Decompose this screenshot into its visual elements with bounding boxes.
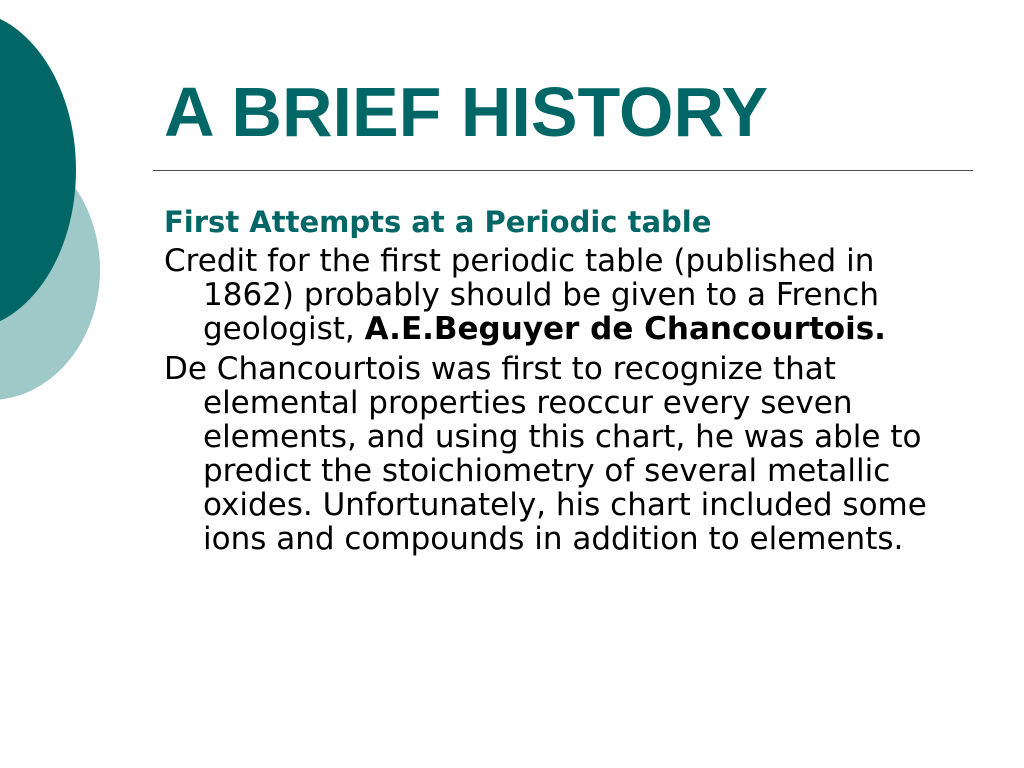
paragraph-credit-text: Credit for the first periodic table (published in 1862) probably should be given to a French geologist,: [164, 243, 879, 347]
slide-title: A BRIEF HISTORY: [164, 73, 769, 151]
chancourtois-name: A.E.Beguyer de Chancourtois.: [364, 311, 886, 347]
paragraph-credit: [164, 244, 974, 346]
paragraph-recognition: De Chancourtois was first to recognize that elemental properties reoccur every seven elements, and using this chart, he was able to predict the stoichiometry of several metallic oxides. Unfortunately, his chart included some ions and compounds in addition to elements.: [164, 351, 927, 557]
subheading: First Attempts at a Periodic table: [164, 205, 712, 239]
title-divider: [153, 170, 973, 171]
slide-body: [164, 204, 974, 562]
